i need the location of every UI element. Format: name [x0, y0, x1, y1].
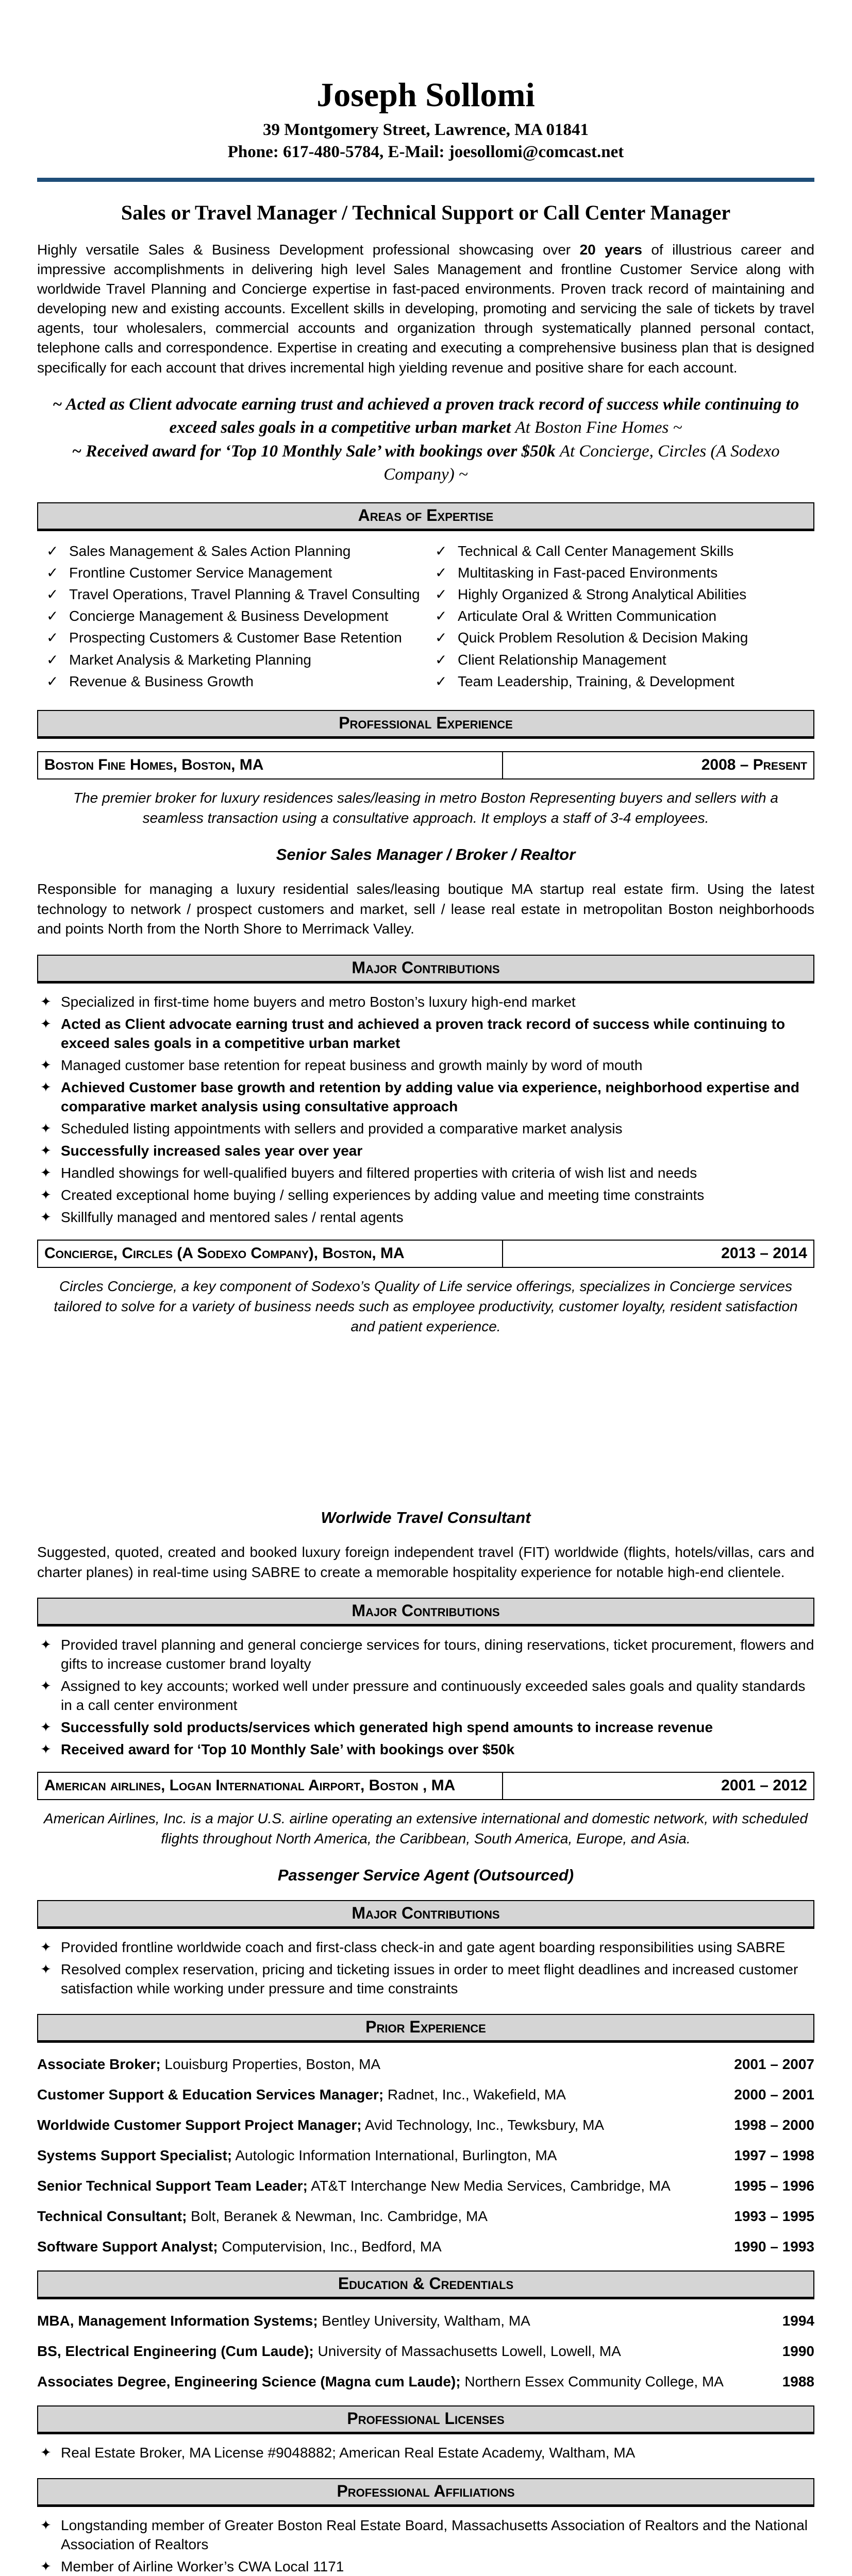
grad-year: 1988 — [782, 2374, 814, 2390]
star-bullet-icon: ✦ — [40, 1016, 52, 1032]
star-bullet-icon: ✦ — [40, 1678, 52, 1694]
star-bullet-icon: ✦ — [40, 1120, 52, 1136]
star-bullet-icon: ✦ — [40, 1961, 52, 1977]
expertise-item — [435, 543, 814, 560]
education-list — [37, 2313, 814, 2390]
contribution-item — [37, 1056, 814, 1075]
prior-experience-row — [37, 2117, 814, 2133]
checkmark-icon: ✓ — [435, 608, 447, 624]
contribution-item — [37, 1078, 814, 1116]
contribution-item — [37, 1208, 814, 1227]
expertise-item — [46, 651, 426, 669]
expertise-label: Technical & Call Center Management Skills — [458, 543, 734, 559]
expertise-label: Client Relationship Management — [458, 651, 666, 668]
expertise-label: Prospecting Customers & Customer Base Retention — [69, 630, 402, 646]
license-list — [37, 2444, 814, 2463]
expertise-label: Concierge Management & Business Development — [69, 608, 389, 624]
expertise-item — [46, 586, 426, 603]
expertise-item — [435, 651, 814, 669]
contact-address: 39 Montgomery Street, Lawrence, MA 01841 — [262, 121, 589, 140]
summary-rest: of illustrious career and impressive accomplishments in delivering high level Sales Management and frontline Customer Service along with worldwide Travel Planning and Concierge expertise in fast-paced environments. Proven track record of maintaining and developing new and existing accounts. Excellent skills in developing, promoting and servicing the sale of tickets by travel agents, tour wholesalers, commercial accounts and organization through systematically planned personal contact, telephone calls and correspondence. Expertise in creating and executing a comprehensive business plan that is designed specifically for each account that drives incremental high yielding revenue and positive share for each account. — [37, 242, 815, 376]
expertise-item — [46, 629, 426, 647]
star-bullet-icon: ✦ — [40, 1209, 52, 1225]
school: University of Massachusetts Lowell, Lowell, MA — [313, 2343, 621, 2360]
star-bullet-icon: ✦ — [40, 994, 52, 1010]
prior-company: Computervision, Inc., Bedford, MA — [218, 2239, 442, 2255]
expertise-item — [435, 629, 814, 647]
checkmark-icon: ✓ — [435, 564, 447, 581]
star-bullet-icon: ✦ — [40, 2445, 52, 2461]
contribution-text: Successfully increased sales year over year — [61, 1142, 363, 1159]
expertise-label: Highly Organized & Strong Analytical Abilities — [458, 586, 747, 603]
contribution-item — [37, 1164, 814, 1183]
checkmark-icon: ✓ — [46, 564, 59, 581]
contribution-text: Skillfully managed and mentored sales / rental agents — [61, 1209, 404, 1225]
prior-dates: 2000 – 2001 — [734, 2087, 814, 2103]
checkmark-icon: ✓ — [435, 673, 447, 689]
expertise-item — [46, 564, 426, 582]
contribution-text: Scheduled listing appointments with sellers and provided a comparative market analysis — [61, 1120, 623, 1137]
contribution-item — [37, 1186, 814, 1205]
company-name: Boston Fine Homes, Boston, MA — [38, 752, 503, 778]
contribution-text: Received award for ‘Top 10 Monthly Sale’ with bookings over $50k — [61, 1741, 515, 1758]
page-break-gap — [37, 1336, 814, 1491]
affiliation-text: Longstanding member of Greater Boston Real Estate Board, Massachusetts Association of Realtors and the National Association of Realtors — [61, 2517, 808, 2553]
degree: MBA, Management Information Systems; — [37, 2313, 318, 2329]
prior-company: Louisburg Properties, Boston, MA — [160, 2056, 381, 2073]
prior-role: Associate Broker; — [37, 2056, 161, 2073]
checkmark-icon: ✓ — [435, 543, 447, 559]
prior-role-company — [37, 2208, 734, 2225]
prior-experience-row — [37, 2178, 814, 2194]
prior-company: Radnet, Inc., Wakefield, MA — [383, 2087, 566, 2103]
contribution-text: Managed customer base retention for repeat business and growth mainly by word of mouth — [61, 1057, 643, 1073]
prior-role: Systems Support Specialist; — [37, 2147, 232, 2164]
expertise-label: Team Leadership, Training, & Development — [458, 673, 734, 689]
prior-role-company — [37, 2178, 734, 2194]
star-bullet-icon: ✦ — [40, 2517, 52, 2533]
expertise-label: Market Analysis & Marketing Planning — [69, 651, 311, 668]
star-bullet-icon: ✦ — [40, 1741, 52, 1757]
company-dates: 2008 – Present — [701, 756, 807, 773]
license-text: Real Estate Broker, MA License #9048882; American Real Estate Academy, Waltham, MA — [61, 2445, 636, 2461]
section-header-education-credentials: Education & Credentials — [37, 2270, 814, 2299]
checkmark-icon: ✓ — [46, 586, 59, 603]
star-bullet-icon: ✦ — [40, 1164, 52, 1180]
callout-tail: At Boston Fine Homes ~ — [515, 418, 682, 437]
section-header-professional-experience: Professional Experience — [37, 710, 814, 739]
expertise-label: Revenue & Business Growth — [69, 673, 254, 689]
contribution-text: Provided travel planning and general concierge services for tours, dining reservations, ticket procurement, flowers and gifts to increase customer brand loyalty — [61, 1637, 814, 1672]
expertise-column-right — [426, 543, 814, 694]
company-name: American airlines, Logan International Airport, Boston , MA — [38, 1773, 503, 1799]
prior-experience-row — [37, 2208, 814, 2225]
prior-role: Worldwide Customer Support Project Manager; — [37, 2117, 362, 2133]
expertise-item — [435, 586, 814, 603]
company-description: Circles Concierge, a key component of Sodexo’s Quality of Life service offerings, specializes in Concierge services tailored to solve for a variety of business needs such as employee productivity, customer loyalty, resident satisfaction and patient experience. — [54, 1278, 798, 1334]
star-bullet-icon: ✦ — [40, 1057, 52, 1073]
expertise-item — [46, 607, 426, 625]
section-header-professional-affiliations: Professional Affiliations — [37, 2478, 814, 2507]
contribution-text: Created exceptional home buying / selling experiences by adding value and meeting time constraints — [61, 1187, 705, 1203]
education-row — [37, 2343, 814, 2360]
checkmark-icon: ✓ — [435, 586, 447, 603]
section-header-prior-experience: Prior Experience — [37, 2014, 814, 2043]
expertise-item — [435, 607, 814, 625]
school: Bentley University, Waltham, MA — [318, 2313, 530, 2329]
expertise-column-left — [37, 543, 426, 694]
company-header-row — [37, 751, 814, 779]
school: Northern Essex Community College, MA — [460, 2374, 724, 2390]
job-summary: Responsible for managing a luxury residential sales/leasing boutique MA startup real estate firm. Using the latest technology to network / prospect customers and market, sell / lease real estate in metropolitan Boston neighborhoods and points North from the North Shore to Merrimack Valley. — [37, 881, 814, 937]
degree-school — [37, 2313, 782, 2329]
prior-company: Avid Technology, Inc., Tewksbury, MA — [361, 2117, 605, 2133]
contribution-text: Specialized in first-time home buyers and metro Boston’s luxury high-end market — [61, 994, 576, 1010]
affiliation-text: Member of Airline Worker’s CWA Local 1171 — [61, 2558, 344, 2575]
company-dates: 2013 – 2014 — [721, 1244, 807, 1262]
prior-role-company — [37, 2087, 734, 2103]
section-header-major-contributions: Major Contributions — [37, 955, 814, 984]
summary-emphasis: 20 years — [579, 242, 642, 258]
callout-emphasis: ~ Acted as Client advocate earning trust and achieved a proven track record of success while continuing to exceed sales goals in a competitive urban market — [52, 395, 799, 437]
expertise-label: Articulate Oral & Written Communication — [458, 608, 717, 624]
prior-company: Bolt, Beranek & Newman, Inc. Cambridge, MA — [187, 2208, 488, 2225]
company-description: The premier broker for luxury residences sales/leasing in metro Boston Representing buyers and sellers with a seamless transaction using a consultative approach. It employs a staff of 3-4 employees. — [73, 789, 778, 826]
section-header-major-contributions: Major Contributions — [37, 1900, 814, 1929]
expertise-item — [435, 564, 814, 582]
contribution-item — [37, 1938, 814, 1957]
prior-experience-row — [37, 2147, 814, 2164]
company-header-row — [37, 1772, 814, 1800]
contribution-item — [37, 1636, 814, 1674]
contribution-item — [37, 1718, 814, 1737]
expertise-list — [37, 543, 814, 694]
contact-phone-email: Phone: 617-480-5784, E-Mail: joesollomi@comcast.net — [227, 143, 624, 162]
prior-role-company — [37, 2239, 734, 2255]
star-bullet-icon: ✦ — [40, 1187, 52, 1202]
page-title: Joseph Sollomi — [316, 76, 535, 114]
prior-experience-row — [37, 2087, 814, 2103]
prior-role: Customer Support & Education Services Manager; — [37, 2087, 384, 2103]
expertise-label: Sales Management & Sales Action Planning — [69, 543, 351, 559]
company-header-row — [37, 1240, 814, 1268]
star-bullet-icon: ✦ — [40, 1142, 52, 1158]
contribution-item — [37, 1960, 814, 1998]
summary-lead: Highly versatile Sales & Business Development professional showcasing over — [37, 242, 580, 258]
contribution-text: Resolved complex reservation, pricing and ticketing issues in order to meet flight deadlines and increased customer satisfaction while working under pressure and time constraints — [61, 1961, 798, 1997]
prior-experience-row — [37, 2056, 814, 2073]
contribution-text: Acted as Client advocate earning trust and achieved a proven track record of success while continuing to exceed sales goals in a competitive urban market — [61, 1016, 786, 1051]
prior-dates: 1997 – 1998 — [734, 2147, 814, 2164]
checkmark-icon: ✓ — [46, 651, 59, 668]
achievement-callout — [37, 440, 814, 487]
contribution-text: Assigned to key accounts; worked well under pressure and continuously exceeded sales goals and quality standards in a call center environment — [61, 1678, 806, 1714]
contribution-text: Successfully sold products/services which generated high spend amounts to increase revenue — [61, 1719, 713, 1736]
expertise-label: Frontline Customer Service Management — [69, 564, 332, 581]
education-row — [37, 2313, 814, 2329]
prior-company: AT&T Interchange New Media Services, Cambridge, MA — [307, 2178, 671, 2194]
callout-tail: At Concierge, Circles (A Sodexo Company) ~ — [383, 442, 780, 484]
star-bullet-icon: ✦ — [40, 1637, 52, 1653]
divider-rule — [37, 178, 814, 182]
prior-role-company — [37, 2147, 734, 2164]
affiliation-item — [37, 2557, 814, 2576]
callout-emphasis: ~ Received award for ‘Top 10 Monthly Sale’ with bookings over $50k — [72, 442, 560, 461]
checkmark-icon: ✓ — [46, 543, 59, 559]
contributions-list — [37, 1938, 814, 1998]
expertise-item — [435, 673, 814, 690]
affiliation-list — [37, 2516, 814, 2576]
contribution-item — [37, 1740, 814, 1759]
company-name: Concierge, Circles (A Sodexo Company), Boston, MA — [38, 1241, 503, 1267]
prior-dates: 1995 – 1996 — [734, 2178, 814, 2194]
grad-year: 1990 — [782, 2343, 814, 2360]
checkmark-icon: ✓ — [46, 673, 59, 689]
checkmark-icon: ✓ — [435, 651, 447, 668]
prior-role: Software Support Analyst; — [37, 2239, 218, 2255]
section-header-areas-of-expertise: Areas of Expertise — [37, 502, 814, 531]
achievement-callout — [37, 393, 814, 440]
prior-dates: 1990 – 1993 — [734, 2239, 814, 2255]
education-row — [37, 2374, 814, 2390]
summary-paragraph — [37, 240, 814, 378]
prior-experience-row — [37, 2239, 814, 2255]
expertise-label: Quick Problem Resolution & Decision Making — [458, 630, 748, 646]
prior-experience-list — [37, 2056, 814, 2255]
star-bullet-icon: ✦ — [40, 2558, 52, 2574]
contribution-item — [37, 1015, 814, 1053]
contribution-text: Achieved Customer base growth and retention by adding value via experience, neighborhood expertise and comparative market analysis using consultative approach — [61, 1079, 799, 1114]
degree: Associates Degree, Engineering Science (Magna cum Laude); — [37, 2374, 461, 2390]
star-bullet-icon: ✦ — [40, 1719, 52, 1735]
contribution-text: Provided frontline worldwide coach and first-class check-in and gate agent boarding responsibilities using SABRE — [61, 1939, 786, 1956]
prior-dates: 1998 – 2000 — [734, 2117, 814, 2133]
job-title: Passenger Service Agent (Outsourced) — [277, 1866, 574, 1885]
prior-dates: 2001 – 2007 — [734, 2056, 814, 2073]
expertise-label: Multitasking in Fast-paced Environments — [458, 564, 718, 581]
headline: Sales or Travel Manager / Technical Support or Call Center Manager — [121, 201, 731, 225]
checkmark-icon: ✓ — [46, 608, 59, 624]
expertise-label: Travel Operations, Travel Planning & Travel Consulting — [69, 586, 420, 603]
job-summary: Suggested, quoted, created and booked luxury foreign independent travel (FIT) worldwide (flights, hotels/villas, cars and charter planes) in real-time using SABRE to create a memorable hospitality experience for notable high-end clientele. — [37, 1544, 814, 1580]
degree: BS, Electrical Engineering (Cum Laude); — [37, 2343, 314, 2360]
job-title: Worlwide Travel Consultant — [321, 1509, 531, 1527]
degree-school — [37, 2374, 782, 2390]
grad-year: 1994 — [782, 2313, 814, 2329]
expertise-item — [46, 543, 426, 560]
star-bullet-icon: ✦ — [40, 1939, 52, 1955]
prior-role: Senior Technical Support Team Leader; — [37, 2178, 308, 2194]
contributions-list — [37, 1636, 814, 1759]
expertise-item — [46, 673, 426, 690]
job-title: Senior Sales Manager / Broker / Realtor — [276, 845, 576, 864]
contribution-text: Handled showings for well-qualified buyers and filtered properties with criteria of wish list and needs — [61, 1164, 697, 1181]
section-header-major-contributions: Major Contributions — [37, 1598, 814, 1626]
company-dates: 2001 – 2012 — [721, 1777, 807, 1794]
contributions-list — [37, 993, 814, 1227]
contribution-item — [37, 993, 814, 1012]
affiliation-item — [37, 2516, 814, 2554]
prior-role: Technical Consultant; — [37, 2208, 187, 2225]
checkmark-icon: ✓ — [435, 630, 447, 646]
prior-role-company — [37, 2056, 734, 2073]
license-item — [37, 2444, 814, 2463]
prior-role-company — [37, 2117, 734, 2133]
contribution-item — [37, 1677, 814, 1715]
degree-school — [37, 2343, 782, 2360]
star-bullet-icon: ✦ — [40, 1079, 52, 1095]
prior-company: Autologic Information International, Burlington, MA — [232, 2147, 557, 2164]
contribution-item — [37, 1120, 814, 1139]
contribution-item — [37, 1142, 814, 1161]
checkmark-icon: ✓ — [46, 630, 59, 646]
prior-dates: 1993 – 1995 — [734, 2208, 814, 2225]
company-description: American Airlines, Inc. is a major U.S. airline operating an extensive international and domestic network, with scheduled flights throughout North America, the Caribbean, South America, Europe, and Asia. — [43, 1810, 808, 1847]
section-header-professional-licenses: Professional Licenses — [37, 2405, 814, 2434]
